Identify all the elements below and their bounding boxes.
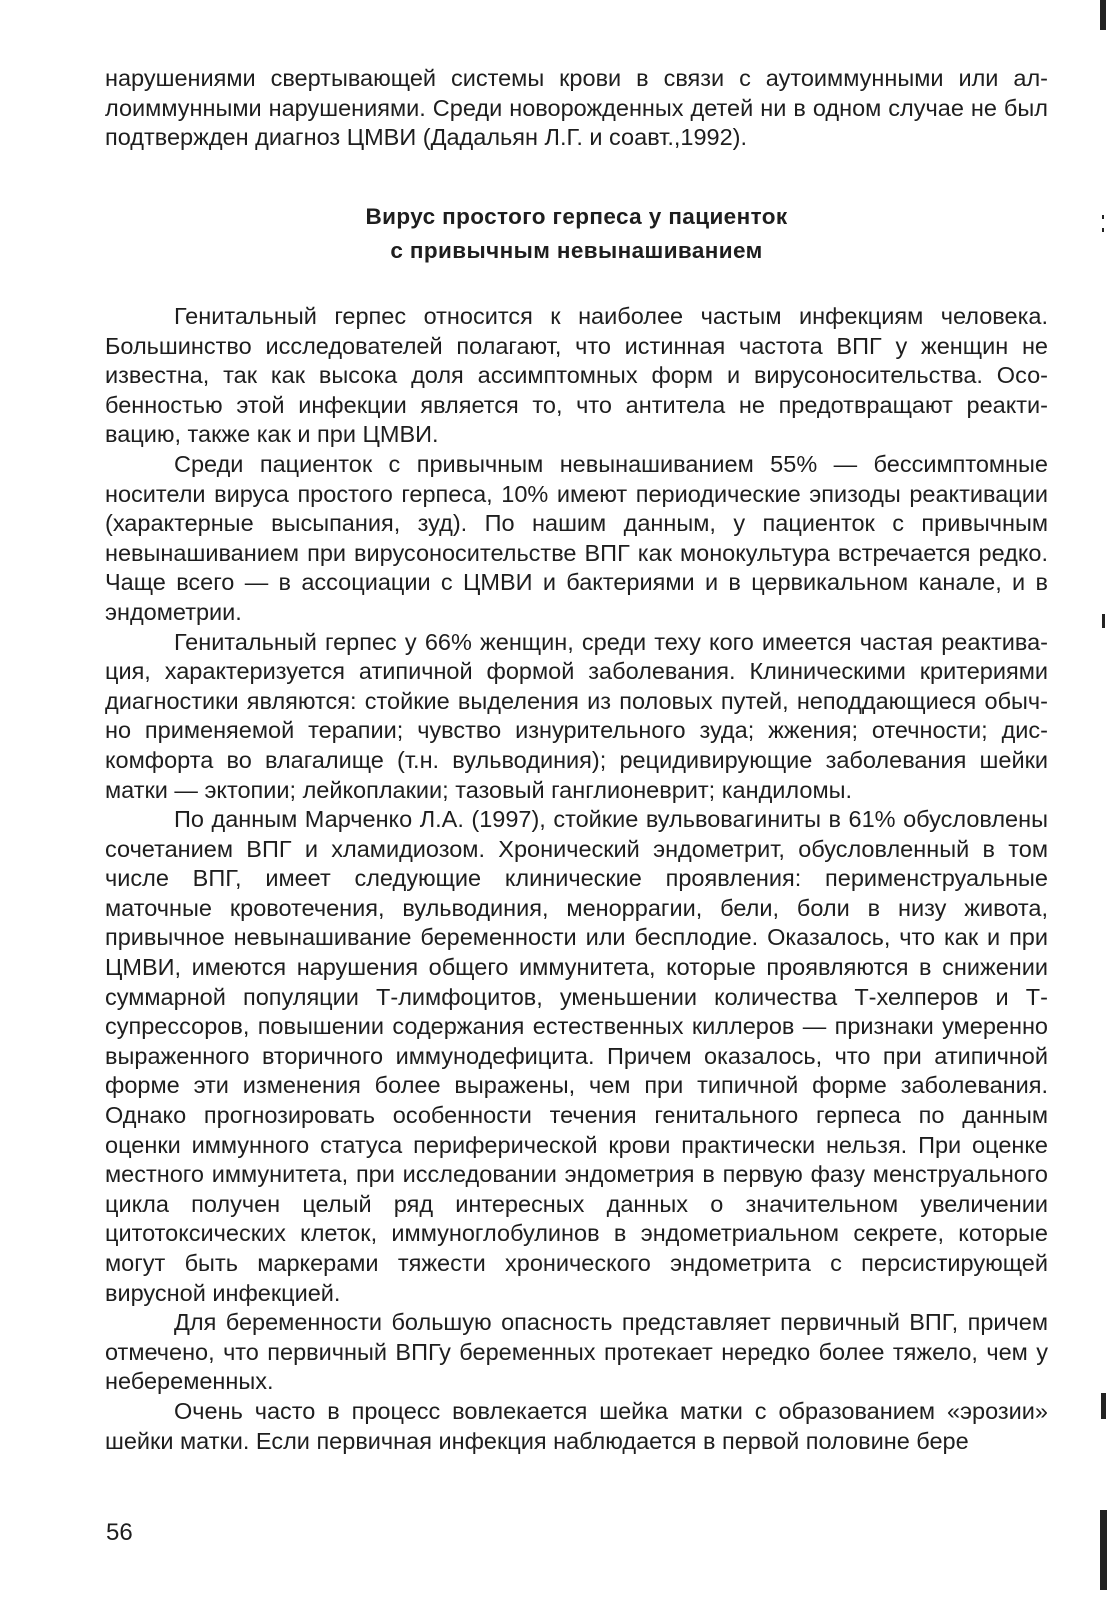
- paragraph-continued: [105, 64, 1048, 153]
- scan-edge-mark: [1100, 0, 1106, 30]
- page-number: 56: [106, 1519, 133, 1546]
- scan-edge-mark: [1102, 228, 1104, 232]
- heading-line-2: с привычным невынашиванием: [390, 238, 763, 263]
- body-text: [105, 302, 1048, 1456]
- paragraph-6: Очень часто в процесс вовлекается шейка матки с образованием «эрозии» шейки матки. Если первичная инфекция наблюдается в первой половине бере: [105, 1397, 1048, 1454]
- paragraph-1: Генитальный герпес относится к наиболее частым инфекциям человека. Большинство исследователей полагают, что истинная частота ВПГ у женщин не известна, так как высока доля ассимптомных форм и вирусоносительства. Особенностью этой инфекции является то, что антитела не предотвращают реактивацию, также как и при ЦМВИ.: [105, 303, 1048, 448]
- paragraph-2: Среди пациенток с привычным невынашиванием 55% — бессимптомные носители вируса простого герпеса, 10% имеют периодические эпизоды реактивации (характерные высыпания, зуд). По нашим данным, у пациенток с привычным невынашиванием при вирусоносительстве ВПГ как монокультура встречается редко. Чаще всего — в ассоциации с ЦМВИ и бактериями и в цервикальном канале, и в эндометрии.: [105, 450, 1048, 625]
- paragraph-top: нарушениями свертывающей системы крови в связи с аутоиммунными или аллоиммунными нарушениями. Среди новорожденных детей ни в одном случае не был подтвержден диагноз ЦМВИ (Дадальян Л.Г. и соавт.,1992).: [105, 65, 1048, 151]
- scan-edge-mark: [1101, 1393, 1106, 1419]
- paragraph-3: Генитальный герпес у 66% женщин, среди теху кого имеется частая реактивация, характеризуется атипичной формой заболевания. Клиническими критериями диагностики являются: стойкие выделения из половых путей, неподдающиеся обычно применяемой терапии; чувство изнурительного зуда; жжения; отечности; дискомфорта во влагалище (т.н. вульводиния); рецидивирующие заболевания шейки матки — эктопии; лейкоплакии; тазовый ганглионеврит; кандиломы.: [105, 628, 1048, 803]
- scan-edge-mark: [1102, 215, 1104, 219]
- paragraph-4: По данным Марченко Л.А. (1997), стойкие вульвовагиниты в 61% обусловлены сочетанием ВПГ и хламидиозом. Хронический эндометрит, обусловленный в том числе ВПГ, имеет следующие клинические проявления: перименструальные маточные кровотечения, вульводиния, меноррагии, бели, боли в низу живота, привычное невынашивание беременности или бесплодие. Оказалось, что как и при ЦМВИ, имеются нарушения общего иммунитета, которые проявляются в снижении суммарной популяции Т-лимфоцитов, уменьшении количества Т-хелперов и Т-супрессоров, повышении содержания естественных киллеров — признаки умеренно выраженного вторичного иммунодефицита. Причем оказалось, что при атипичной форме эти изменения более выражены, чем при типичной форме заболевания. Однако прогнозировать особенности течения генитального герпеса по данным оценки иммунного статуса периферической крови практически нельзя. При оценке местного иммунитета, при исследовании эндометрия в первую фазу менструального цикла получен целый ряд интересных данных о значительном увеличении цитотоксических клеток, иммуноглобулинов в эндометриальном секрете, которые могут быть маркерами тяжести хронического эндометрита с персистирующей вирусной инфекцией.: [105, 806, 1048, 1306]
- heading-line-1: Вирус простого герпеса у пациенток: [365, 204, 788, 229]
- scan-edge-mark: [1102, 614, 1105, 628]
- paragraph-5: Для беременности большую опасность представляет первичный ВПГ, причем отмечено, что первичный ВПГу беременных протекает нередко более тяжело, чем у небеременных.: [105, 1309, 1048, 1395]
- section-heading: [105, 200, 1048, 268]
- scan-edge-mark: [1100, 1510, 1107, 1590]
